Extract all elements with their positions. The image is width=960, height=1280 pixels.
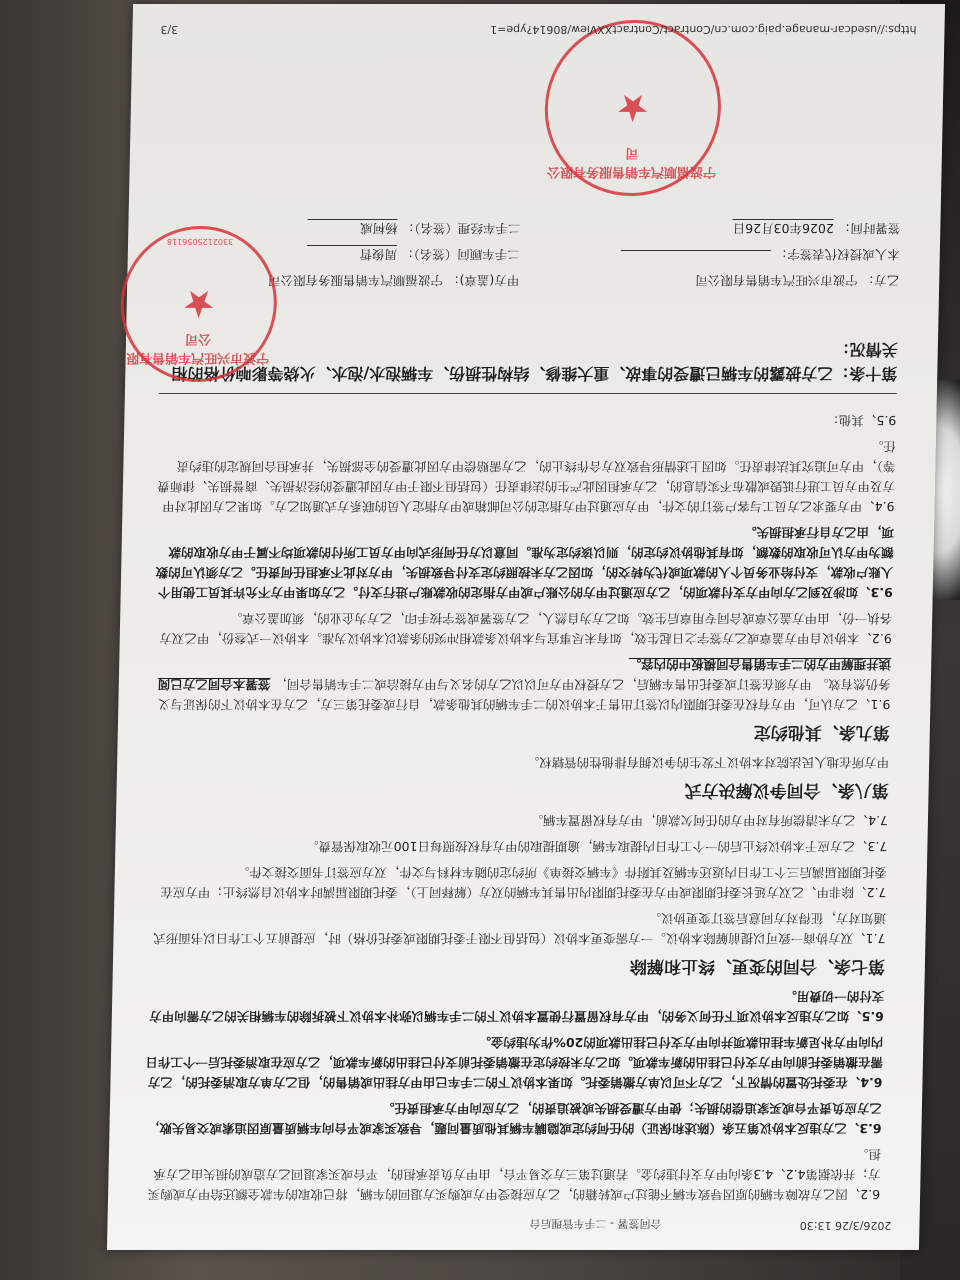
party-a-label: 甲方(盖章)： (446, 273, 520, 288)
blank-line (159, 393, 897, 404)
consultant-row (307, 245, 520, 264)
contract-body (142, 323, 898, 1204)
clause-9-5: 9.5、其他： (826, 413, 897, 428)
party-b-label: 乙方： (861, 273, 900, 288)
contract-page (107, 4, 945, 1250)
manager-row (307, 219, 520, 238)
sign-date-row (733, 219, 901, 238)
clause-9-1 (152, 654, 891, 714)
heading-article-10: 第十条：乙方披露的车辆已遭受的事故、重大维修、结构性损伤、车辆泡水/泡水、火烧等影响价格的相关情况： (171, 340, 899, 383)
manager-label: 二手车经理（签名）： (401, 221, 521, 236)
print-url: https://usedcar-manage.paig.com.cn/Contract/ContractXXView/80614?ype=1 (489, 23, 917, 36)
party-b-row (695, 272, 899, 290)
manager-name: 杨柯威 (307, 219, 397, 238)
clause-7-3: 7.3、乙方应于本协议终止后的一个工作日内提取车辆，逾期提取的甲方有权按照每日100元收取保管费。 (305, 839, 888, 854)
clause-7-2: 7.2、除非甲、乙双方延长委托期限或甲方在委托期限内出售其车辆的双方（解释同上），委托期限届满时本协议自然终止；甲方应在委托期限届满后三个工作日内返还车辆及其附件《车辆交接单》所约定的随车材料与文件，双方应签订书面交接文件。 (160, 865, 888, 900)
clause-9-2: 9.2、本协议自甲方盖章或乙方签字之日起生效，如有未尽事宜与本协议条款相冲突的条款以本协议为准。本协议一式叁份，甲乙双方各执一份，由甲方盖公章或合同专用章后生效。如乙方为自然人，乙方签署或签字按手印，乙方为企业的，须加盖公章。 (159, 611, 893, 646)
seal-star-icon: ★ (181, 282, 217, 326)
print-header (135, 1212, 891, 1232)
clause-9-4: 9.4、甲方要求乙方员工与客户签订的文件，甲方应通过甲方指定的公司邮箱或甲方指定人员的联系方式通知乙方。如果乙方因此对甲方及甲方员工进行诋毁或散布不实信息的，乙方承担因此产生的法律责任（包括但不限于甲方因此遭受的经济损失、商誉损失、律师费等），甲方可追究其法律责任。如因上述情形导致双方合作终止的，乙方需赔偿甲方因此遭受的全部损失，并承担合同规定的违约责任。 (157, 439, 896, 514)
clause-9-3: 9.3、如涉及到乙方向甲方支付款项的，乙方应通过甲方的公账户或甲方指定的收款账户进行支付。乙方如果甲方不允许其员工使用个人账户收款，支付给业务员个人的款项或代为转交的，如因乙方未按照约定支付导致损失，甲方对此不承担任何责任。乙方须认可的数额为甲方认可收取的数额，如有其他协议约定的，则以该约定为准。同意以方任何形式向甲方员工所付的款项均不属于甲方收取的款项，由乙方自行承担损失。 (155, 525, 895, 600)
clause-6-3: 6.3、乙方违反本协议第五条（陈述和保证）的任何约定或隐瞒车辆其他质量问题，导致买家或平台向车辆质量原因追索或交易失败，乙方应负责平台或买家追偿的损失；使甲方遭受损失或被追责的，乙方应向甲方承担责任。 (146, 1101, 883, 1136)
print-footer (160, 18, 916, 36)
party-a-name: 宁波福顺汽车销售服务有限公司 (267, 273, 444, 288)
clause-6-5: 6.5、如乙方违反本协议项下任何义务的，甲方有权留置行使置本协议下的二手车辆以弥补本协议下被拆除的车辆相关的乙方需向甲方支付的一切费用。 (149, 989, 885, 1024)
consultant-label: 二手车顾问（签名）： (400, 247, 520, 262)
party-b-sign-line (621, 250, 771, 251)
party-b-sub-label: 本人或授权代表签字： (774, 247, 900, 262)
clause-8: 甲方所在地人民法院对本协议下发生的争议拥有排他性的管辖权。 (526, 755, 890, 770)
heading-article-7: 第七条、合同的变更、终止和解除 (629, 956, 886, 976)
party-a-company-seal (543, 20, 723, 196)
clause-9-1-emphasis: 签署本合同乙方已阅读并理解甲方的二手车销售合同模板中的内容。 (157, 657, 892, 692)
print-title: 合同签署 - 二手车管理后台 (529, 1217, 662, 1230)
seal-star-icon-2: ★ (615, 86, 651, 130)
clause-9-1-text-2: 甲方须在签订或委托出售车辆后，乙方授权甲方可以以乙方的名义与甲方接洽或二手车销售合同， (274, 677, 812, 692)
clause-9-1-text: 9.1、乙方认可，甲方有权在委托期限内以签订出售于本协议的二手车辆的其他条款，自行或委托第三方，乙方在本协议下的保证与义务仍然有效。 (157, 677, 891, 712)
page-number: 3/3 (160, 23, 179, 36)
seal-code: 3302125056118 (166, 237, 234, 246)
consultant-name: 周俊哲 (307, 245, 397, 264)
party-b-sign-row (621, 246, 900, 264)
heading-article-8: 第八条、合同争议解决方式 (684, 780, 889, 800)
seal-ring-text-a: 宁波福顺汽车销售服务有限公司 (546, 145, 717, 179)
clause-6-2: 6.2、因乙方故障车辆的原因导致车辆不能过户或转籍的，乙方应接受甲方或购买方退回的车辆，将已收取的车款全额还给甲方或购买方；并依据第4.2、4.3条向甲方支付违约金。若通过第三方交易平台，由甲方负责承担的，平台或买家退回乙方造成的损失由乙方承担。 (147, 1147, 882, 1202)
clause-7-4: 7.4、乙方未清偿所有对甲方的任何欠款前，甲方有权留置车辆。 (530, 813, 889, 828)
seal-ring-text-b: 宁波市兴旺汽车销售有限公司 (125, 331, 270, 365)
clause-6-4: 6.4、在委托处置的情况下，乙方不可以单方撤销委托。如果本协议下的二手车已由甲方挂出或销售的，但乙方单方取消委托的，乙方需在撤销委托前向甲方支付已挂出的新车款项。如乙方未按约定在撤销委托前支付已挂出的新车款项，乙方应在取消委托后一个工作日内向甲方补足新车挂出款项并向甲方支付已挂出款项的20%作为违约金。 (145, 1035, 884, 1090)
party-b-company-seal (119, 226, 278, 382)
heading-article-9: 第九条、其他约定 (753, 722, 891, 742)
party-b-name: 宁波市兴旺汽车销售有限公司 (695, 273, 858, 288)
party-a-row (268, 272, 520, 290)
print-datetime: 2026/3/26 13:30 (799, 1219, 892, 1232)
sign-date-value: 2026年03月26日 (732, 221, 835, 236)
clause-7-1: 7.1、双方协商一致可以提前解除本协议。一方需变更本协议（包括但不限于委托期限或委托价格）时，应提前五个工作日以书面形式通知对方，征得对方同意后签订变更协议。 (152, 911, 887, 946)
sign-date-label: 签署时间： (837, 221, 901, 236)
